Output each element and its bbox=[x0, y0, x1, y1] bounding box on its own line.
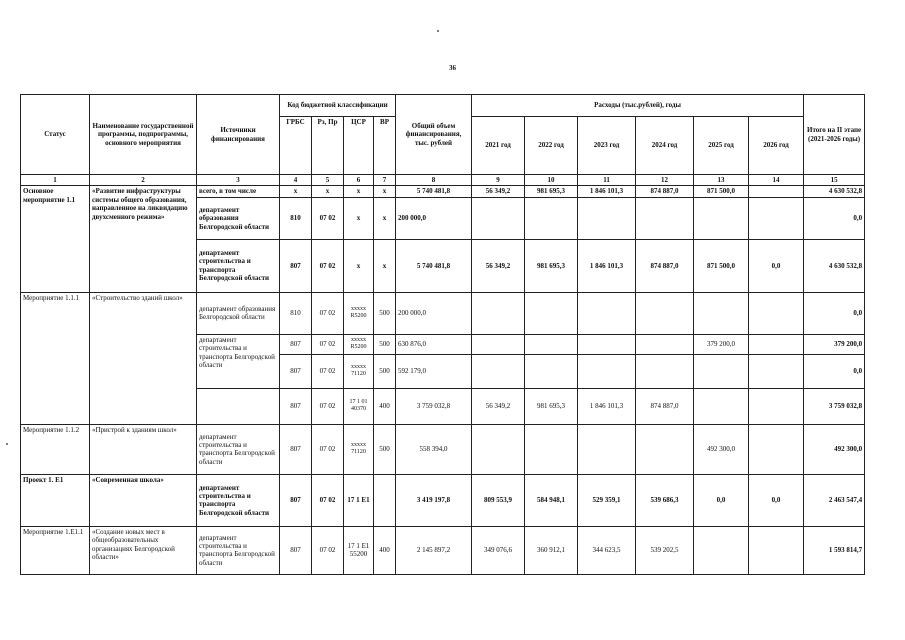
col-num: 2 bbox=[90, 175, 197, 186]
year-2022-cell bbox=[525, 424, 578, 474]
year-2021-cell: 349 076,6 bbox=[472, 526, 525, 574]
total-cell: 200 000,0 bbox=[396, 197, 472, 239]
year-2026-cell bbox=[749, 388, 804, 424]
col-num: 8 bbox=[396, 175, 472, 186]
csr-cell: ххххх R5200 bbox=[344, 292, 374, 334]
year-2025-cell bbox=[694, 526, 749, 574]
stage-total-cell: 492 300,0 bbox=[804, 424, 865, 474]
source-cell: департамент строительства и транспорта Белгородской области bbox=[197, 526, 280, 574]
stage-total-cell: 4 630 532,8 bbox=[804, 239, 865, 292]
year-2023-cell bbox=[578, 354, 636, 388]
grbs-cell: х bbox=[280, 186, 312, 197]
header-name: Наименование государственной программы, подпрограммы, основного мероприятия bbox=[90, 95, 197, 175]
year-2024-cell: 539 202,5 bbox=[636, 526, 694, 574]
scan-speck bbox=[437, 30, 439, 32]
header-csr: ЦСР bbox=[344, 117, 374, 175]
col-num: 7 bbox=[374, 175, 396, 186]
row-status: Мероприятие 1.1.1 bbox=[21, 292, 90, 424]
source-cell: департамент образования Белгородской области bbox=[197, 197, 280, 239]
vr-cell: 500 bbox=[374, 334, 396, 354]
col-num: 15 bbox=[804, 175, 865, 186]
page-number: 36 bbox=[449, 64, 456, 72]
year-2025-cell bbox=[694, 292, 749, 334]
total-cell: 5 740 481,8 bbox=[396, 186, 472, 197]
csr-cell: ххххх R5200 bbox=[344, 334, 374, 354]
csr-cell: х bbox=[344, 197, 374, 239]
year-2022-cell: 981 695,3 bbox=[525, 239, 578, 292]
row-name: «Создание новых мест в общеобразовательных организациях Белгородской области» bbox=[90, 526, 197, 574]
year-2024-cell: 874 887,0 bbox=[636, 388, 694, 424]
year-2023-cell: 1 846 101,3 bbox=[578, 388, 636, 424]
table-row bbox=[21, 424, 865, 474]
vr-cell: 500 bbox=[374, 292, 396, 334]
year-2024-cell: 539 686,3 bbox=[636, 474, 694, 526]
column-number-row bbox=[21, 175, 865, 186]
year-2024-cell: 874 887,0 bbox=[636, 186, 694, 197]
year-2026-cell bbox=[749, 526, 804, 574]
year-2025-cell bbox=[694, 354, 749, 388]
year-2021-cell bbox=[472, 354, 525, 388]
vr-cell: х bbox=[374, 197, 396, 239]
year-2024-cell: 874 887,0 bbox=[636, 239, 694, 292]
year-2022-cell: 981 695,3 bbox=[525, 388, 578, 424]
total-cell: 3 419 197,8 bbox=[396, 474, 472, 526]
stage-total-cell: 0,0 bbox=[804, 354, 865, 388]
col-num: 10 bbox=[525, 175, 578, 186]
rzpr-cell: 07 02 bbox=[312, 292, 344, 334]
col-num: 6 bbox=[344, 175, 374, 186]
header-year: 2026 год bbox=[749, 117, 804, 175]
year-2021-cell bbox=[472, 424, 525, 474]
header-year: 2025 год bbox=[694, 117, 749, 175]
row-name: «Строительство зданий школ» bbox=[90, 292, 197, 424]
rzpr-cell: х bbox=[312, 186, 344, 197]
year-2022-cell: 360 912,1 bbox=[525, 526, 578, 574]
col-num: 13 bbox=[694, 175, 749, 186]
rzpr-cell: 07 02 bbox=[312, 354, 344, 388]
header-year: 2023 год bbox=[578, 117, 636, 175]
rzpr-cell: 07 02 bbox=[312, 474, 344, 526]
stage-total-cell: 0,0 bbox=[804, 292, 865, 334]
year-2022-cell: 981 695,3 bbox=[525, 186, 578, 197]
table-row bbox=[21, 526, 865, 574]
header-status: Статус bbox=[21, 95, 90, 175]
grbs-cell: 807 bbox=[280, 239, 312, 292]
source-cell: департамент строительства и транспорта Белгородской области bbox=[197, 334, 280, 388]
source-cell: департамент строительства и транспорта Белгородской области bbox=[197, 474, 280, 526]
header-grbs: ГРБС bbox=[280, 117, 312, 175]
year-2022-cell: 584 948,1 bbox=[525, 474, 578, 526]
vr-cell: 500 bbox=[374, 354, 396, 388]
grbs-cell: 810 bbox=[280, 197, 312, 239]
header-source: Источники финансирования bbox=[197, 95, 280, 175]
grbs-cell: 810 bbox=[280, 292, 312, 334]
csr-cell: ххххх 71120 bbox=[344, 424, 374, 474]
total-cell: 592 179,0 bbox=[396, 354, 472, 388]
col-num: 9 bbox=[472, 175, 525, 186]
year-2023-cell: 1 846 101,3 bbox=[578, 239, 636, 292]
stage-total-cell: 379 200,0 bbox=[804, 334, 865, 354]
year-2023-cell bbox=[578, 197, 636, 239]
year-2023-cell: 529 359,1 bbox=[578, 474, 636, 526]
stage-total-cell: 2 463 547,4 bbox=[804, 474, 865, 526]
budget-table bbox=[20, 94, 865, 575]
year-2021-cell bbox=[472, 292, 525, 334]
csr-cell: х bbox=[344, 239, 374, 292]
total-cell: 558 394,0 bbox=[396, 424, 472, 474]
vr-cell: 500 bbox=[374, 424, 396, 474]
total-cell: 5 740 481,8 bbox=[396, 239, 472, 292]
table-row bbox=[21, 186, 865, 197]
vr-cell: 400 bbox=[374, 526, 396, 574]
year-2024-cell bbox=[636, 197, 694, 239]
stage-total-cell: 1 593 814,7 bbox=[804, 526, 865, 574]
year-2025-cell: 492 300,0 bbox=[694, 424, 749, 474]
header-year: 2021 год bbox=[472, 117, 525, 175]
grbs-cell: 807 bbox=[280, 526, 312, 574]
year-2025-cell bbox=[694, 388, 749, 424]
col-num: 4 bbox=[280, 175, 312, 186]
rzpr-cell: 07 02 bbox=[312, 424, 344, 474]
year-2022-cell bbox=[525, 354, 578, 388]
csr-cell: х bbox=[344, 186, 374, 197]
rzpr-cell: 07 02 bbox=[312, 197, 344, 239]
year-2022-cell bbox=[525, 334, 578, 354]
source-cell bbox=[197, 388, 280, 424]
year-2026-cell bbox=[749, 186, 804, 197]
row-name: «Пристрой к зданиям школ» bbox=[90, 424, 197, 474]
row-name: «Развитие инфраструктуры системы общего образования, направленное на ликвидацию двухсменного режима» bbox=[90, 186, 197, 292]
rzpr-cell: 07 02 bbox=[312, 526, 344, 574]
grbs-cell: 807 bbox=[280, 334, 312, 354]
row-status: Проект 1. Е1 bbox=[21, 474, 90, 526]
year-2023-cell: 1 846 101,3 bbox=[578, 186, 636, 197]
grbs-cell: 807 bbox=[280, 354, 312, 388]
col-num: 3 bbox=[197, 175, 280, 186]
total-cell: 630 876,0 bbox=[396, 334, 472, 354]
stage-total-cell: 0,0 bbox=[804, 197, 865, 239]
header-year: 2022 год bbox=[525, 117, 578, 175]
col-num: 1 bbox=[21, 175, 90, 186]
total-cell: 2 145 897,2 bbox=[396, 526, 472, 574]
header-rzpr: Рз, Пр bbox=[312, 117, 344, 175]
year-2026-cell: 0,0 bbox=[749, 474, 804, 526]
col-num: 5 bbox=[312, 175, 344, 186]
year-2024-cell bbox=[636, 424, 694, 474]
year-2022-cell bbox=[525, 197, 578, 239]
year-2023-cell: 344 623,5 bbox=[578, 526, 636, 574]
csr-cell: 17 1 01 40370 bbox=[344, 388, 374, 424]
year-2021-cell: 56 349,2 bbox=[472, 186, 525, 197]
year-2024-cell bbox=[636, 334, 694, 354]
vr-cell: х bbox=[374, 239, 396, 292]
header-vr: ВР bbox=[374, 117, 396, 175]
rzpr-cell: 07 02 bbox=[312, 334, 344, 354]
source-cell: департамент образования Белгородской области bbox=[197, 292, 280, 334]
year-2023-cell bbox=[578, 334, 636, 354]
row-name: «Современная школа» bbox=[90, 474, 197, 526]
table-row bbox=[21, 474, 865, 526]
source-cell: департамент строительства и транспорта Белгородской области bbox=[197, 424, 280, 474]
stage-total-cell: 4 630 532,8 bbox=[804, 186, 865, 197]
row-status: Мероприятие 1.Е1.1 bbox=[21, 526, 90, 574]
total-cell: 3 759 032,8 bbox=[396, 388, 472, 424]
year-2021-cell bbox=[472, 334, 525, 354]
year-2025-cell bbox=[694, 197, 749, 239]
year-2021-cell: 56 349,2 bbox=[472, 388, 525, 424]
rzpr-cell: 07 02 bbox=[312, 239, 344, 292]
year-2026-cell bbox=[749, 197, 804, 239]
col-num: 12 bbox=[636, 175, 694, 186]
col-num: 11 bbox=[578, 175, 636, 186]
csr-cell: ххххх 71120 bbox=[344, 354, 374, 388]
year-2021-cell: 809 553,9 bbox=[472, 474, 525, 526]
col-num: 14 bbox=[749, 175, 804, 186]
vr-cell bbox=[374, 474, 396, 526]
vr-cell: 400 bbox=[374, 388, 396, 424]
source-cell: департамент строительства и транспорта Белгородской области bbox=[197, 239, 280, 292]
header-total-stage: Итого на II этапе (2021-2026 годы) bbox=[804, 95, 865, 175]
header-expenses: Расходы (тыс.рублей), годы bbox=[472, 95, 804, 117]
grbs-cell: 807 bbox=[280, 424, 312, 474]
year-2025-cell: 0,0 bbox=[694, 474, 749, 526]
row-status: Основное мероприятие 1.1 bbox=[21, 186, 90, 292]
header-budget-code: Код бюджетной классификации bbox=[280, 95, 396, 117]
vr-cell: х bbox=[374, 186, 396, 197]
row-status: Мероприятие 1.1.2 bbox=[21, 424, 90, 474]
year-2025-cell: 379 200,0 bbox=[694, 334, 749, 354]
year-2024-cell bbox=[636, 354, 694, 388]
year-2021-cell: 56 349,2 bbox=[472, 239, 525, 292]
scan-speck bbox=[6, 443, 8, 445]
csr-cell: 17 1 Е1 bbox=[344, 474, 374, 526]
year-2023-cell bbox=[578, 424, 636, 474]
year-2023-cell bbox=[578, 292, 636, 334]
total-cell: 200 000,0 bbox=[396, 292, 472, 334]
year-2025-cell: 871 500,0 bbox=[694, 186, 749, 197]
stage-total-cell: 3 759 032,8 bbox=[804, 388, 865, 424]
rzpr-cell: 07 02 bbox=[312, 388, 344, 424]
year-2022-cell bbox=[525, 292, 578, 334]
year-2026-cell bbox=[749, 354, 804, 388]
header-year: 2024 год bbox=[636, 117, 694, 175]
year-2021-cell bbox=[472, 197, 525, 239]
csr-cell: 17 1 Е1 55200 bbox=[344, 526, 374, 574]
year-2026-cell: 0,0 bbox=[749, 239, 804, 292]
year-2026-cell bbox=[749, 424, 804, 474]
table-row bbox=[21, 292, 865, 334]
header-total-volume: Общий объем финансирования, тыс. рублей bbox=[396, 95, 472, 175]
year-2024-cell bbox=[636, 292, 694, 334]
year-2026-cell bbox=[749, 292, 804, 334]
source-cell: всего, в том числе bbox=[197, 186, 280, 197]
grbs-cell: 807 bbox=[280, 388, 312, 424]
year-2026-cell bbox=[749, 334, 804, 354]
grbs-cell: 807 bbox=[280, 474, 312, 526]
year-2025-cell: 871 500,0 bbox=[694, 239, 749, 292]
